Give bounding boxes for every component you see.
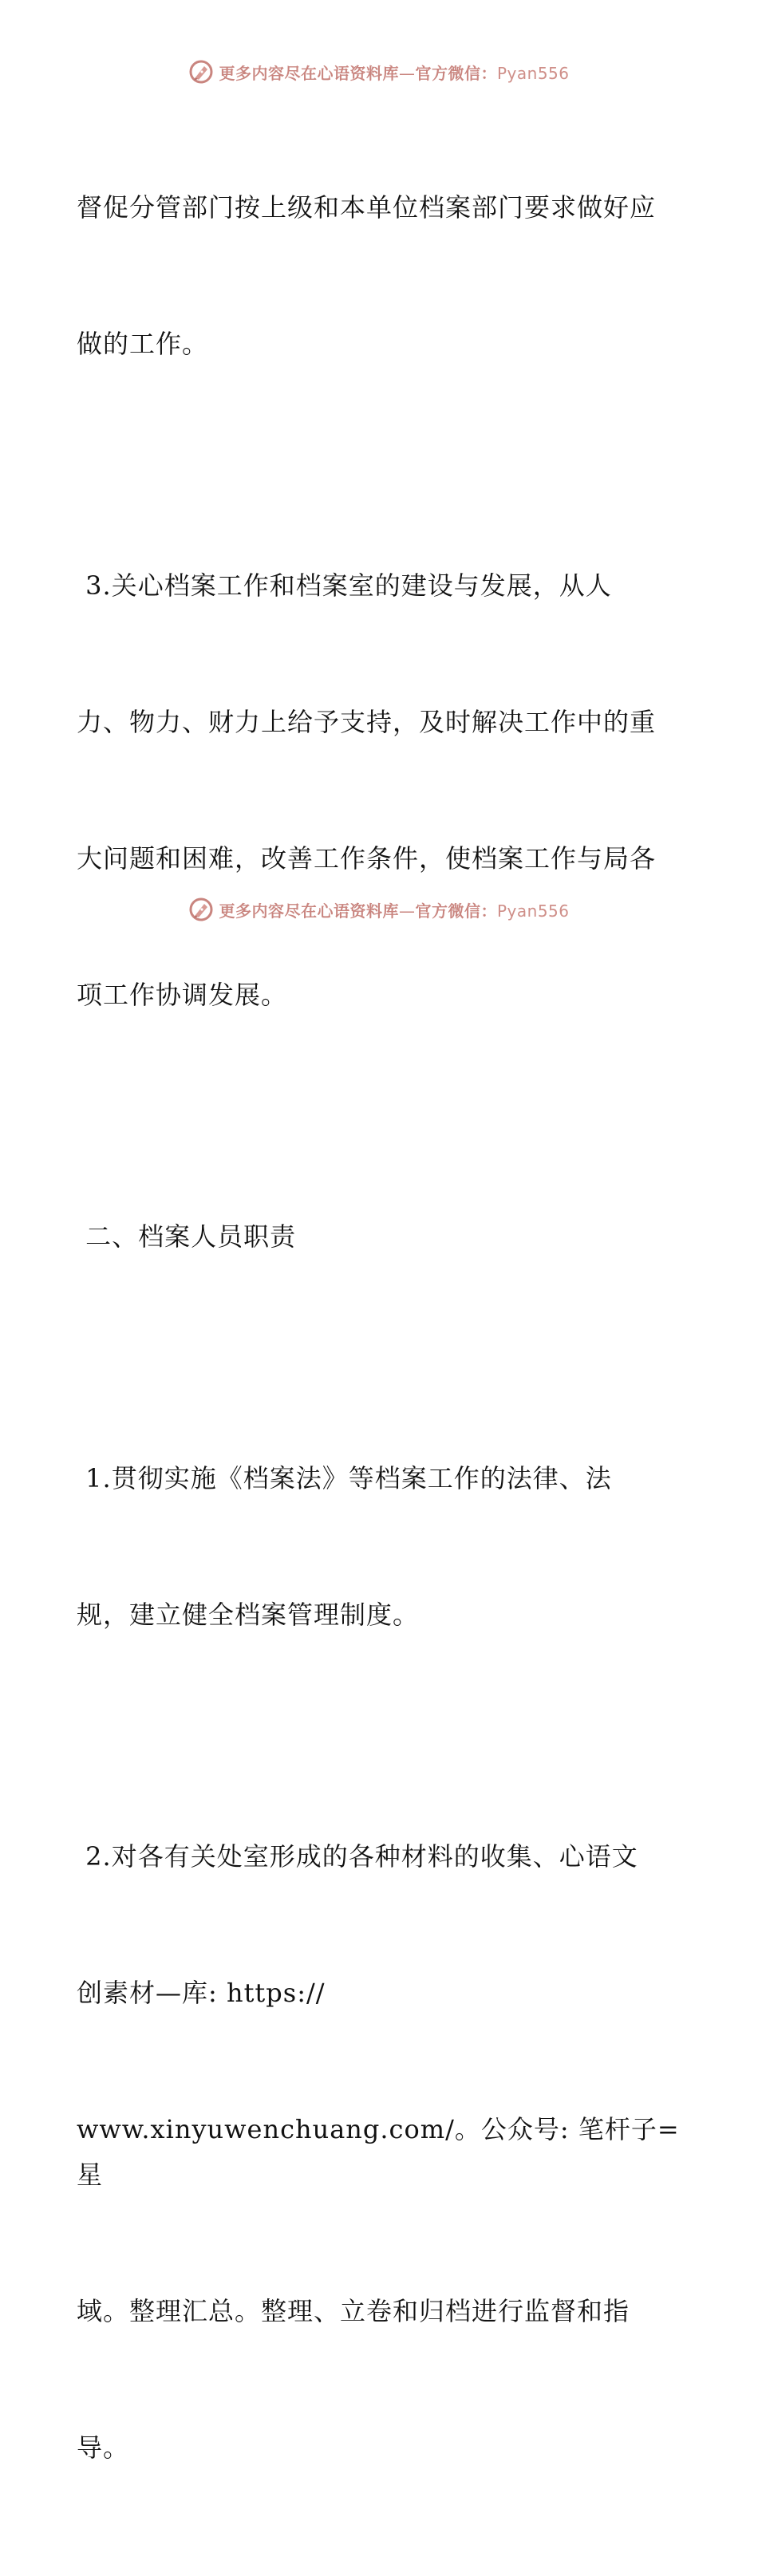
- watermark-wechat-label: 官方微信：: [415, 901, 497, 921]
- text-line: 督促分管部门按上级和本单位档案部门要求做好应: [77, 192, 657, 223]
- watermark-wechat-label: 官方微信：: [415, 63, 497, 83]
- watermark-site-text: 更多内容尽在心语资料库: [219, 63, 399, 83]
- text-line: 规，建立健全档案管理制度。: [77, 1600, 420, 1630]
- paragraph-item-1-implement-law: [77, 1365, 699, 1729]
- text-line: www.xinyuwenchuang.com/。公众号: 笔杆子=星: [77, 2114, 680, 2190]
- text-line: 导。: [77, 2432, 130, 2463]
- text-line: 创素材—库: https://: [77, 1978, 326, 2008]
- text-line: 二、档案人员职责: [77, 1221, 297, 1252]
- watermark-dash: —: [398, 901, 416, 921]
- pen-nib-logo-icon: [188, 897, 214, 922]
- watermark-dash: —: [398, 63, 416, 83]
- text-line: 大问题和困难，改善工作条件，使档案工作与局各: [77, 843, 657, 874]
- header-watermark-banner: [0, 56, 758, 88]
- text-line: 域。整理汇总。整理、立卷和归档进行监督和指: [77, 2296, 630, 2326]
- paragraph-supervise-departments: [77, 94, 699, 458]
- watermark-wechat-id: Pyan556: [496, 63, 570, 83]
- paragraph-item-3-care-archives: [77, 472, 699, 1109]
- document-body: [77, 94, 699, 2576]
- text-line: 项工作协调发展。: [77, 980, 288, 1010]
- text-line: 2.对各有关处室形成的各种材料的收集、心语文: [77, 1841, 638, 1872]
- paragraph-item-2-collect-materials: [77, 1743, 699, 2562]
- watermark-wechat-id: Pyan556: [496, 901, 570, 921]
- watermark-text: [219, 898, 569, 921]
- watermark-site-text: 更多内容尽在心语资料库: [219, 901, 399, 921]
- text-line: 3.关心档案工作和档案室的建设与发展，从人: [77, 570, 612, 601]
- text-line: 力、物力、财力上给予支持，及时解决工作中的重: [77, 707, 657, 737]
- footer-watermark-banner: [0, 894, 758, 925]
- pen-nib-logo-icon: [188, 59, 214, 85]
- watermark-text: [219, 61, 569, 84]
- section-heading-archive-staff-duties: [77, 1123, 699, 1351]
- text-line: 做的工作。: [77, 329, 209, 359]
- text-line: 1.贯彻实施《档案法》等档案工作的法律、法: [77, 1463, 612, 1493]
